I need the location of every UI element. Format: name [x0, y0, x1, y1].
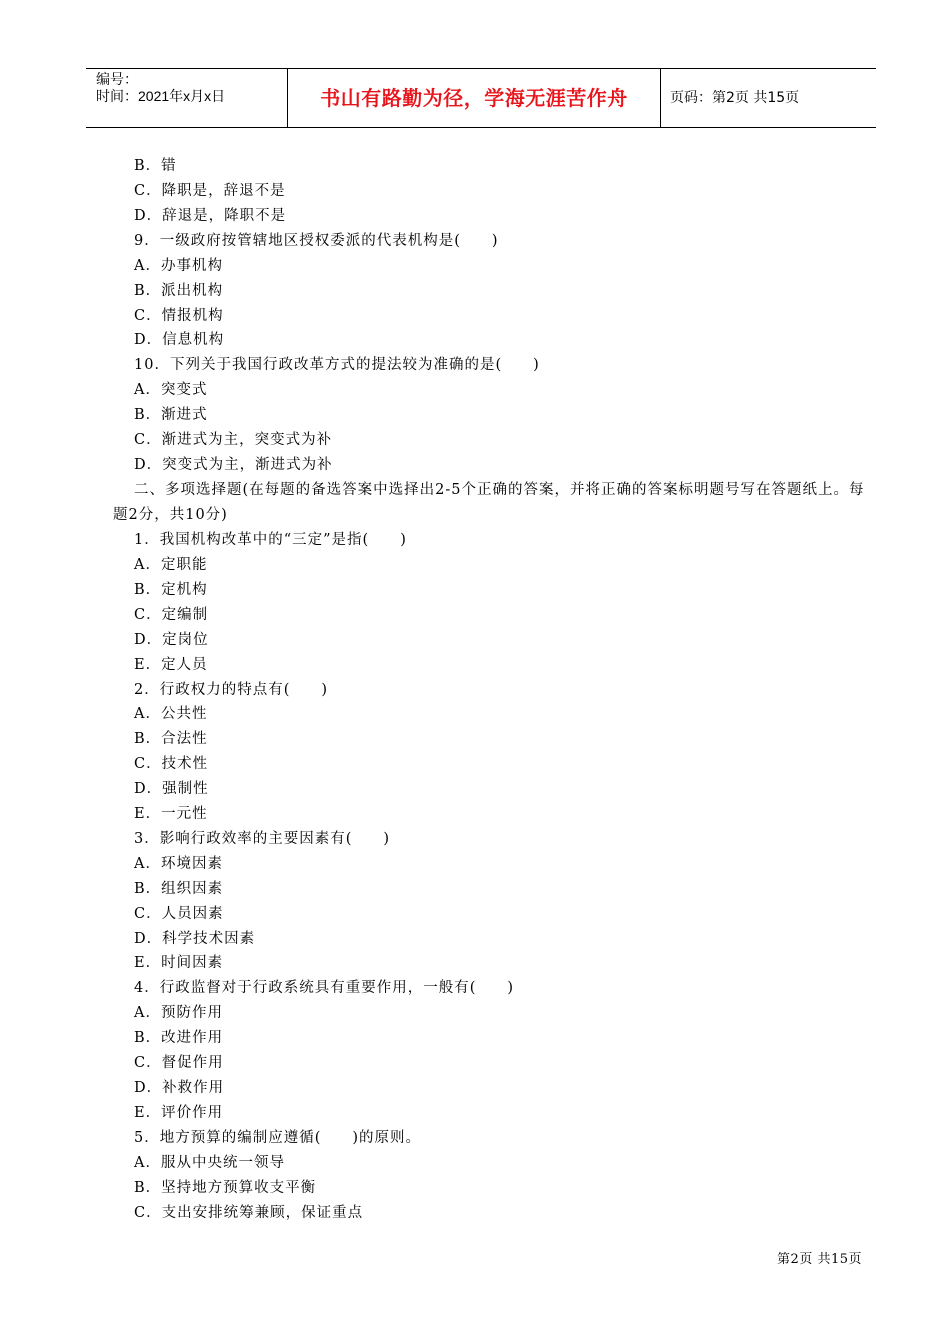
question-line: 3．影响行政效率的主要因素有( ) — [134, 831, 391, 847]
text-line: D．科学技术因素 — [134, 931, 256, 947]
page-footer: 第2页 共15页 — [777, 1252, 862, 1267]
text-line: C．情报机构 — [134, 308, 224, 324]
text-line: C．渐进式为主，突变式为补 — [134, 432, 333, 448]
text-line: B．渐进式 — [134, 407, 208, 423]
text-line: C．督促作用 — [134, 1055, 224, 1071]
text-line: A．定职能 — [134, 557, 208, 573]
text-line: A．公共性 — [134, 706, 208, 722]
question-line: 2．行政权力的特点有( ) — [134, 682, 329, 698]
question-line: 10．下列关于我国行政改革方式的提法较为准确的是( ) — [134, 357, 540, 373]
text-line: C．支出安排统筹兼顾，保证重点 — [134, 1205, 364, 1221]
text-line: B．派出机构 — [134, 283, 224, 299]
header-meta — [86, 69, 287, 128]
text-line: B．定机构 — [134, 582, 208, 598]
question-line: 1．我国机构改革中的“三定”是指( ) — [134, 532, 407, 548]
question-line: 4．行政监督对于行政系统具有重要作用，一般有( ) — [134, 980, 515, 996]
text-line: E．一元性 — [134, 806, 208, 822]
question-line: 5．地方预算的编制应遵循( )的原则。 — [134, 1130, 422, 1146]
text-line: D．补救作用 — [134, 1080, 225, 1096]
text-line: B．组织因素 — [134, 881, 224, 897]
text-line: C．人员因素 — [134, 906, 224, 922]
text-line: D．辞退是，降职不是 — [134, 208, 287, 224]
text-line: E．定人员 — [134, 657, 208, 673]
serial-label: 编号： — [96, 71, 138, 87]
text-line: A．突变式 — [134, 382, 208, 398]
text-line: E．评价作用 — [134, 1105, 224, 1121]
text-line: A．环境因素 — [134, 856, 223, 872]
text-line: D．强制性 — [134, 781, 209, 797]
text-line: B．改进作用 — [134, 1030, 224, 1046]
text-line: D．突变式为主，渐进式为补 — [134, 457, 333, 473]
text-line: B．错 — [134, 158, 177, 174]
text-line: C．定编制 — [134, 607, 209, 623]
header-motto: 书山有路勤为径，学海无涯苦作舟 — [287, 69, 661, 128]
question-line: 9．一级政府按管辖地区授权委派的代表机构是( ) — [134, 233, 499, 249]
section-heading: 二、多项选择题(在每题的备选答案中选择出2-5个正确的答案，并将正确的答案标明题号写在答题纸上。每题2分，共10分) — [113, 482, 865, 523]
time-label: 时间：2021年x月x日 — [96, 88, 226, 104]
header-page-label: 页码：第2页 共15页 — [670, 90, 800, 106]
text-line: C．降职是，辞退不是 — [134, 183, 286, 199]
text-line: E．时间因素 — [134, 955, 224, 971]
page-header — [86, 68, 876, 128]
text-line: B．坚持地方预算收支平衡 — [134, 1180, 317, 1196]
text-line: B．合法性 — [134, 731, 208, 747]
text-line: D．定岗位 — [134, 632, 209, 648]
text-line: A．办事机构 — [134, 258, 223, 274]
text-line: C．技术性 — [134, 756, 209, 772]
text-line: A．服从中央统一领导 — [134, 1155, 285, 1171]
text-line: A．预防作用 — [134, 1005, 223, 1021]
text-line: D．信息机构 — [134, 332, 225, 348]
